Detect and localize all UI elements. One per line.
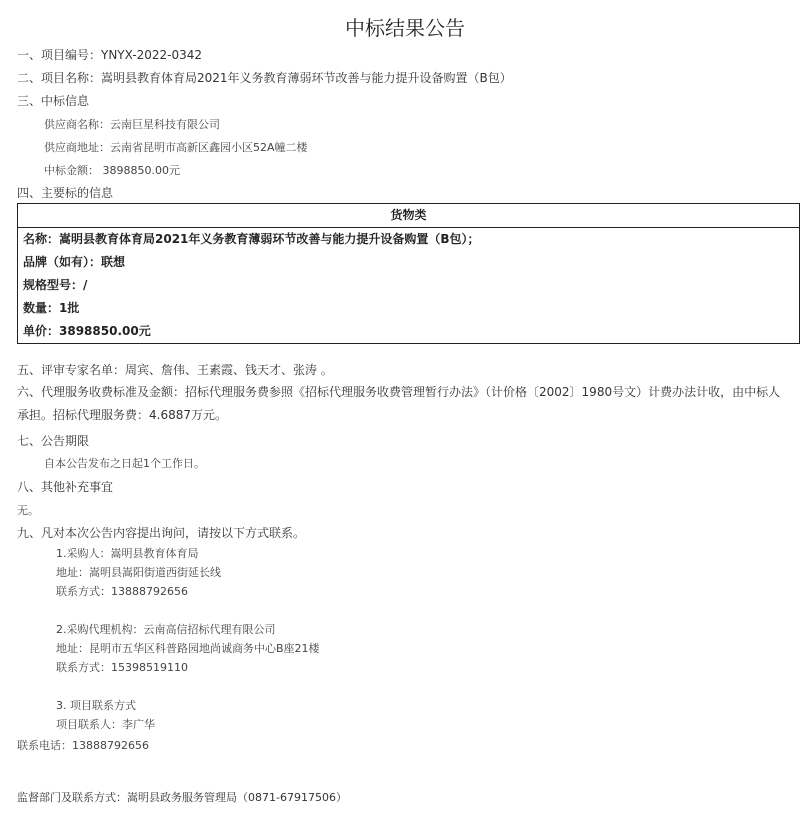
other-matters-text: 无。 bbox=[17, 504, 39, 517]
project-name: 二、项目名称：嵩明县教育体育局2021年义务教育薄弱环节改善与能力提升设备购置（B包） bbox=[17, 71, 512, 85]
buyer-phone: 联系方式：13888792656 bbox=[56, 585, 188, 598]
project-contact-person: 项目联系人：李广华 bbox=[56, 718, 155, 731]
goods-row-brand: 品牌（如有）：联想 bbox=[18, 251, 800, 274]
section-award-info: 三、中标信息 bbox=[17, 94, 90, 108]
project-number: 一、项目编号：YNYX-2022-0342 bbox=[17, 48, 202, 62]
agency-fee: 六、代理服务收费标准及金额：招标代理服务费参照《招标代理服务收费管理暂行办法》（计价格〔2002〕1980号文）计费办法计收，由中标人承担。招标代理服务费：4.6887万元。 bbox=[17, 385, 781, 422]
section-contact: 九、凡对本次公告内容提出询问，请按以下方式联系。 bbox=[17, 526, 306, 540]
section-other-matters: 八、其他补充事宜 bbox=[17, 480, 114, 494]
agency-phone: 联系方式：15398519110 bbox=[56, 661, 188, 674]
review-experts: 五、评审专家名单：周宾、詹伟、王素霞、钱天才、张涛 。 bbox=[17, 363, 333, 377]
section-main-items: 四、主要标的信息 bbox=[17, 186, 114, 200]
agency-address: 地址：昆明市五华区科普路园地尚诚商务中心B座21楼 bbox=[56, 642, 320, 655]
supervisor-info: 监督部门及联系方式：嵩明县政务服务管理局（0871-67917506） bbox=[17, 791, 347, 804]
supplier-name: 供应商名称：云南巨星科技有限公司 bbox=[44, 118, 220, 131]
buyer-address: 地址：嵩明县嵩阳街道西街延长线 bbox=[56, 566, 221, 579]
goods-row-name: 名称：嵩明县教育体育局2021年义务教育薄弱环节改善与能力提升设备购置（B包）； bbox=[18, 228, 800, 252]
award-amount: 中标金额： 3898850.00元 bbox=[44, 164, 180, 177]
notice-period-text: 自本公告发布之日起1个工作日。 bbox=[44, 457, 205, 470]
goods-row-price: 单价：3898850.00元 bbox=[18, 320, 800, 344]
goods-row-quantity: 数量：1批 bbox=[18, 297, 800, 320]
supplier-address: 供应商地址：云南省昆明市高新区鑫园小区52A幢二楼 bbox=[44, 141, 308, 154]
page-title: 中标结果公告 bbox=[345, 16, 465, 40]
project-contact-phone: 联系电话：13888792656 bbox=[17, 739, 149, 752]
section-notice-period: 七、公告期限 bbox=[17, 434, 90, 448]
goods-row-model: 规格型号：/ bbox=[18, 274, 800, 297]
project-contact-title: 3. 项目联系方式 bbox=[56, 699, 136, 712]
goods-table-header: 货物类 bbox=[18, 204, 800, 228]
agency-name: 2.采购代理机构：云南高信招标代理有限公司 bbox=[56, 623, 276, 636]
buyer-name: 1.采购人：嵩明县教育体育局 bbox=[56, 547, 199, 560]
goods-table bbox=[17, 203, 800, 344]
